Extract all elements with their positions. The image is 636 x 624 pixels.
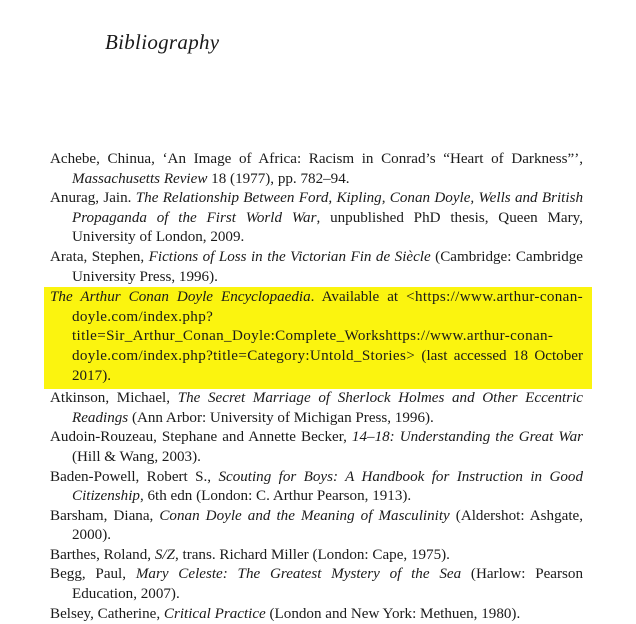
entry-text: (Hill & Wang, 2003). — [72, 448, 201, 465]
entry-title: Mary Celeste: The Greatest Mystery of the Sea — [135, 566, 462, 583]
entry-text: 18 (1977), pp. 782–94. — [207, 170, 350, 187]
bibliography-entry — [50, 150, 583, 189]
entry-text: (Cambridge: Cambridge University Press, 1996). — [72, 248, 583, 285]
bibliography-entry — [50, 189, 583, 248]
entry-text: (London and New York: Methuen, 1980). — [265, 605, 521, 622]
bibliography-entry — [50, 565, 583, 604]
page-heading: Bibliography — [105, 30, 220, 54]
entry-text: Arata, Stephen, — [50, 248, 149, 265]
entry-title: S/Z — [154, 546, 175, 563]
bibliography-list — [50, 150, 583, 624]
entry-text: (Aldershot: Ashgate, 2000). — [72, 507, 583, 544]
entry-text: (last accessed 18 October 2017). — [72, 347, 583, 384]
entry-text: . Available at — [310, 289, 407, 306]
entry-text: , trans. Richard Miller (London: Cape, 1975). — [174, 546, 450, 563]
entry-text: Audoin-Rouzeau, Stephane and Annette Becker, — [50, 429, 352, 446]
entry-title: The Secret Marriage of Sherlock Holmes and Other Eccentric Readings — [72, 390, 583, 426]
bibliography-entry — [50, 507, 583, 546]
entry-text: , 6th edn (London: C. Arthur Pearson, 1913). — [139, 488, 412, 505]
bibliography-entry — [50, 546, 583, 566]
bibliography-entry — [50, 468, 583, 507]
entry-url: <https://www.arthur-conan-doyle.com/index.php?title=Sir_Arthur_Conan_Doyle:Complete_Workshttps://www.arthur-conan-doyle.com/index.php?title=Category:Untold_Stories> — [72, 289, 583, 364]
entry-text: Atkinson, Michael, — [50, 390, 178, 407]
entry-text: , unpublished PhD thesis, Queen Mary, University of London, 2009. — [72, 209, 583, 246]
entry-text: Belsey, Catherine, — [50, 605, 164, 622]
entry-text: Begg, Paul, — [50, 566, 136, 583]
bibliography-entry — [50, 248, 583, 287]
entry-text: Anurag, Jain. — [50, 190, 136, 207]
bibliography-entry-highlighted — [44, 287, 592, 389]
entry-title: Scouting for Boys: A Handbook for Instruction in Good Citizenship — [72, 468, 583, 505]
entry-text: (Harlow: Pearson Education, 2007). — [72, 566, 583, 603]
entry-text: Barsham, Diana, — [50, 507, 160, 524]
bibliography-entry — [50, 605, 583, 624]
entry-text: Barthes, Roland, — [50, 546, 155, 563]
bibliography-entry — [50, 428, 583, 467]
entry-title: The Relationship Between Ford, Kipling, Conan Doyle, Wells and British Propaganda of the First World War — [72, 190, 583, 226]
entry-title: Conan Doyle and the Meaning of Masculinity — [159, 507, 450, 524]
entry-title: Massachusetts Review — [72, 170, 208, 187]
entry-title: 14–18: Understanding the Great War — [351, 429, 583, 446]
bibliography-entry — [50, 389, 583, 428]
entry-text: Baden-Powell, Robert S., — [50, 468, 219, 485]
entry-title: Fictions of Loss in the Victorian Fin de Siècle — [148, 248, 431, 265]
entry-title: Critical Practice — [163, 605, 266, 622]
entry-text: Achebe, Chinua, ‘An Image of Africa: Racism in Conrad’s “Heart of Darkness”’, — [50, 151, 583, 167]
entry-text: (Ann Arbor: University of Michigan Press, 1996). — [128, 409, 434, 426]
entry-title: The Arthur Conan Doyle Encyclopaedia — [50, 289, 311, 306]
